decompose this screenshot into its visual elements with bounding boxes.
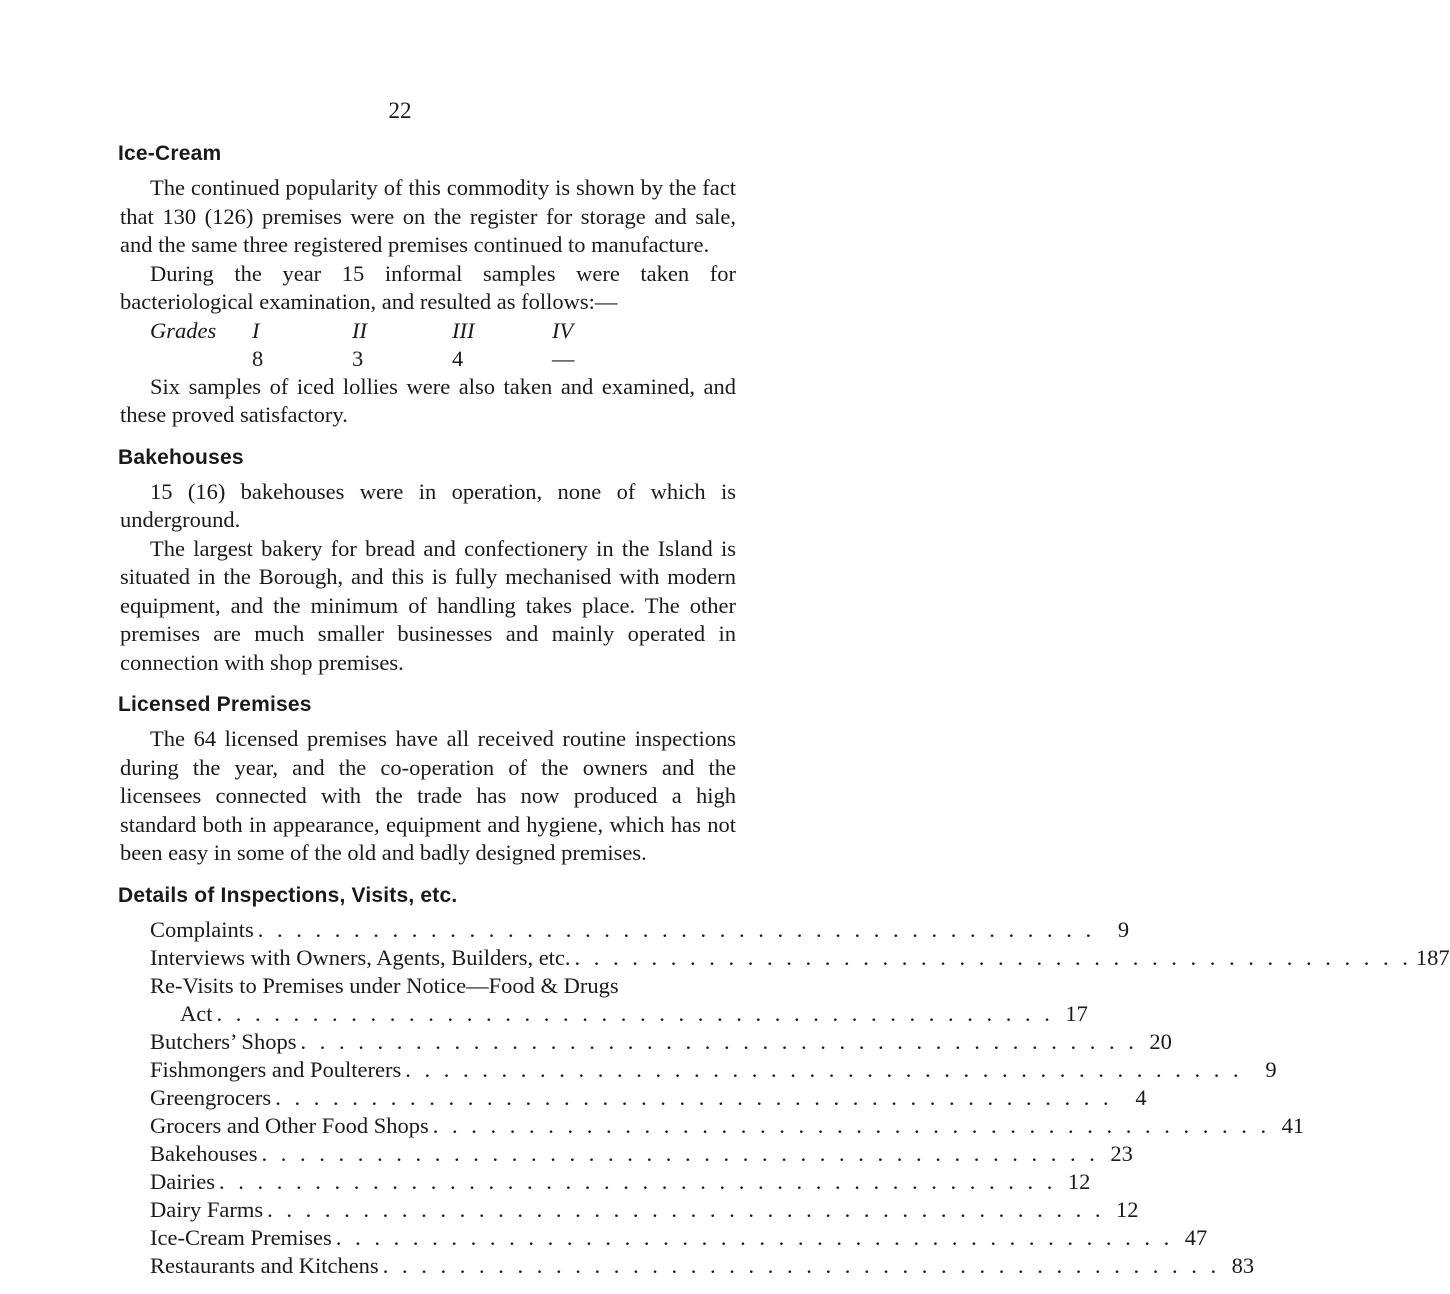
item-label: Ice-Cream Premises [150,1224,332,1250]
item-label: Bakehouses [150,1140,258,1166]
list-item [150,1084,1147,1112]
leader-dots: . . . . . . . . . . . . . . . . . . . . . . . . . . . . . . . . . . . . . . . . . . . . [216,1000,1054,1026]
section-bakehouses [120,444,736,678]
section-details [118,882,1450,1280]
grade-header: II [352,317,367,343]
list-item [150,916,1130,944]
item-value: 187 [1415,944,1450,970]
page-content [118,140,1450,1294]
leader-dots: . . . . . . . . . . . . . . . . . . . . . . . . . . . . . . . . . . . . . . . . . . . . [405,1056,1243,1082]
list-item [150,944,1450,972]
leader-dots: . . . . . . . . . . . . . . . . . . . . . . . . . . . . . . . . . . . . . . . . . . . . [300,1028,1138,1054]
leader-dots: . . . . . . . . . . . . . . . . . . . . . . . . . . . . . . . . . . . . . . . . . . . . [267,1196,1105,1222]
item-value: 12 [1067,1168,1091,1194]
page-number: 22 [388,98,412,123]
grades-table [150,317,736,373]
item-label: Interviews with Owners, Agents, Builders, etc. [150,944,571,970]
grades-value-row [150,345,736,373]
item-label: Re-Visits to Premises under Notice—Food & Drugs [150,972,619,998]
item-value: 20 [1149,1028,1172,1054]
list-item [150,1252,1255,1280]
list-item [150,1056,1277,1084]
item-value: 12 [1115,1196,1139,1222]
item-label: Complaints [150,916,254,942]
leader-dots: . . . . . . . . . . . . . . . . . . . . . . . . . . . . . . . . . . . . . . . . . . . . [261,1140,1099,1166]
grade-value: 3 [352,345,364,371]
paragraph: The 64 licensed premises have all received routine inspections during the year, and the co-operation of the owners and the licensees connected with the trade has now produced a high standard both in appearance, equipment and hygiene, which has not been easy in some of the old and badly designed premises. [120,726,736,865]
leader-dots: . . . . . . . . . . . . . . . . . . . . . . . . . . . . . . . . . . . . . . . . . . . . [335,1224,1174,1250]
item-label: Act [180,1000,213,1026]
section-licensed-premises [120,691,736,868]
paragraph: 15 (16) bakehouses were in operation, none of which is underground. [120,478,736,532]
list-item [150,1028,1172,1056]
item-value: 9 [1117,916,1130,942]
leader-dots: . . . . . . . . . . . . . . . . . . . . . . . . . . . . . . . . . . . . . . . . . . . . [218,1168,1057,1194]
grades-header-row [150,317,736,345]
item-value: 41 [1281,1112,1305,1138]
heading-ice-cream: Ice-Cream [118,142,222,165]
list-item-continued [150,1000,1088,1028]
item-value: 17 [1065,1000,1088,1026]
list-item [150,1168,1091,1196]
grade-header: III [452,317,475,343]
item-value: 47 [1184,1224,1208,1250]
paragraph: During the year 15 informal samples were taken for bacteriological examination, and resulted as follows:— [120,260,736,314]
item-label: Butchers’ Shops [150,1028,297,1054]
grade-value: — [552,345,575,371]
item-label: Dairies [150,1168,215,1194]
grade-value: 4 [452,345,464,371]
paragraph: Six samples of iced lollies were also taken and examined, and these proved satisfactory. [120,373,736,427]
heading-bakehouses: Bakehouses [118,445,244,469]
item-label: Dairy Farms [150,1196,264,1222]
paragraph: The largest bakery for bread and confectionery in the Island is situated in the Borough, and this is fully mechanised with modern equipment, and the minimum of handling takes place. The other premises are much smaller businesses and mainly operated in connection with shop premises. [120,535,736,675]
heading-details: Details of Inspections, Visits, etc. [118,883,458,907]
leader-dots: . . . . . . . . . . . . . . . . . . . . . . . . . . . . . . . . . . . . . . . . . . . . [257,916,1096,942]
item-label: Restaurants and Kitchens [150,1252,379,1278]
list-item [150,1112,1305,1140]
paragraph: The continued popularity of this commodity is shown by the fact that 130 (126) premises were on the register for storage and sale, and the same three registered premises continued to manufacture. [120,175,736,257]
item-label: Grocers and Other Food Shops [150,1112,429,1138]
list-item [150,1196,1139,1224]
leader-dots: . . . . . . . . . . . . . . . . . . . . . . . . . . . . . . . . . . . . . . . . . . . . [574,944,1412,970]
grade-header: IV [552,317,574,343]
leader-dots: . . . . . . . . . . . . . . . . . . . . . . . . . . . . . . . . . . . . . . . . . . . . [275,1084,1113,1110]
list-item [150,972,736,1000]
item-value: 9 [1265,1056,1277,1082]
grades-label: Grades [150,317,217,343]
details-list [150,916,1450,1280]
item-label: Fishmongers and Poulterers [150,1056,402,1082]
item-value: 23 [1110,1140,1133,1166]
list-item [150,1140,1133,1168]
leader-dots: . . . . . . . . . . . . . . . . . . . . . . . . . . . . . . . . . . . . . . . . . . . . [382,1252,1221,1278]
section-ice-cream [120,140,736,430]
list-item [150,1224,1208,1252]
grade-value: 8 [252,345,264,371]
grade-header: I [252,317,260,343]
item-label: Greengrocers [150,1084,272,1110]
item-value: 83 [1231,1252,1255,1278]
leader-dots: . . . . . . . . . . . . . . . . . . . . . . . . . . . . . . . . . . . . . . . . . . . . [432,1112,1271,1138]
heading-licensed-premises: Licensed Premises [118,693,312,716]
item-value: 4 [1135,1084,1147,1110]
